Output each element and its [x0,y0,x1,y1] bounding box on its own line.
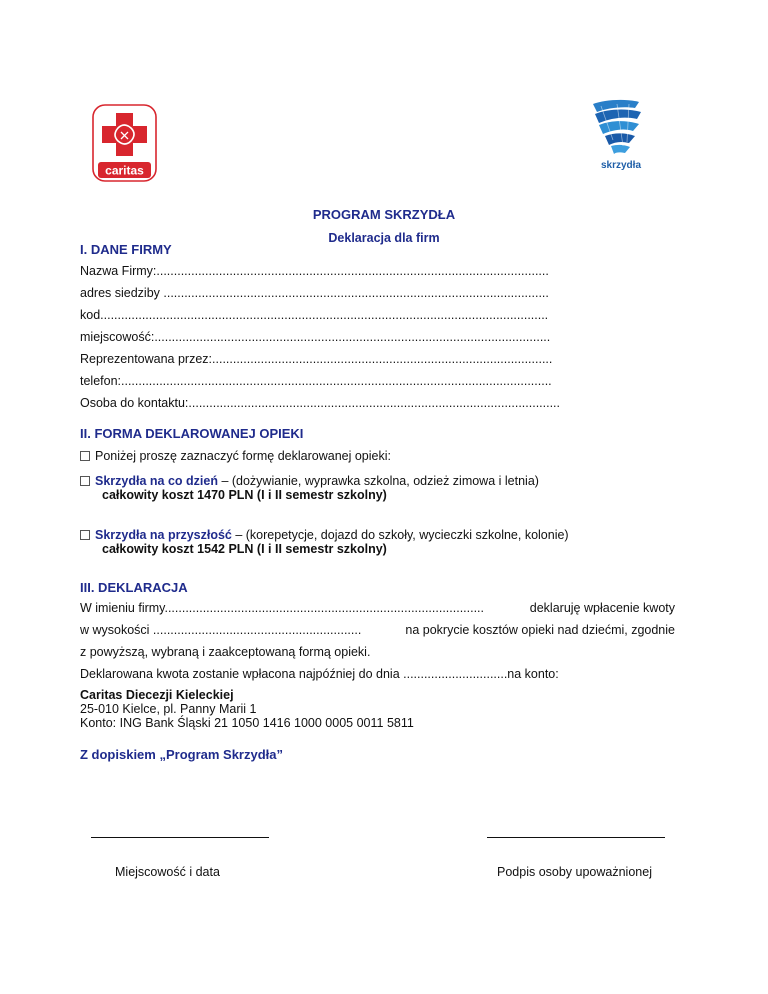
authorized-signature-label: Podpis osoby upoważnionej [497,865,652,879]
option-future-description: – (korepetycje, dojazd do szkoły, wycieczki szkolne, kolonie) [231,528,569,542]
caritas-logo-text: caritas [105,163,144,178]
account-number: Konto: ING Bank Śląski 21 1050 1416 1000 0005 0011 5811 [80,716,414,730]
declaration-line-4: Deklarowana kwota zostanie wpłacona najpóźniej do dnia ..............................na konto: [80,667,559,681]
declaration-line-1: W imieniu firmy............................................................................................ deklaruję wpłacenie kwoty [80,601,675,615]
declaration-line-3: z powyższą, wybraną i zaakceptowaną formą opieki. [80,645,371,659]
option-everyday-name: Skrzydła na co dzień [95,474,218,488]
field-city: miejscowość:.................................................................................................................. [80,330,551,344]
option-future[interactable] [80,528,569,542]
page-title: PROGRAM SKRZYDŁA [312,207,456,222]
care-form-instruction: Poniżej proszę zaznaczyć formę deklarowanej opieki: [80,449,391,463]
page-subtitle: Deklaracja dla firm [328,231,440,245]
instruction-checkbox-icon [80,451,90,461]
field-phone: telefon:............................................................................................................................ [80,374,552,388]
field-postal-code: kod................................................................................................................................. [80,308,549,322]
skrzydla-logo-text: skrzydła [600,160,642,171]
payment-note: Z dopiskiem „Program Skrzydła” [80,747,284,762]
option-future-name: Skrzydła na przyszłość [95,528,232,542]
option-everyday-cost: całkowity koszt 1470 PLN (I i II semestr szkolny) [102,488,387,502]
field-represented-by: Reprezentowana przez:.................................................................................................. [80,352,553,366]
option-future-cost: całkowity koszt 1542 PLN (I i II semestr szkolny) [102,542,387,556]
caritas-logo [92,104,157,182]
field-contact-person: Osoba do kontaktu:........................................................................................................... [80,396,561,410]
section-3-heading: III. DEKLARACJA [80,580,188,595]
declaration-line-2: w wysokości ............................................................ na pokrycie kosztów opieki nad dziećmi, zgodnie [80,623,675,637]
option-everyday-checkbox[interactable] [80,476,90,486]
declaration-company-field: W imieniu firmy............................................................................................ [80,601,484,615]
option-everyday[interactable] [80,474,539,488]
account-name: Caritas Diecezji Kieleckiej [80,688,234,702]
declaration-amount-field: w wysokości ............................................................ [80,623,362,637]
signature-line-left [91,837,269,838]
option-everyday-description: – (dożywianie, wyprawka szkolna, odzież zimowa i letnia) [217,474,539,488]
field-address: adres siedziby ............................................................................................................... [80,286,549,300]
section-2-heading: II. FORMA DEKLAROWANEJ OPIEKI [80,426,304,441]
field-company-name: Nazwa Firmy:................................................................................................................. [80,264,549,278]
account-address: 25-010 Kielce, pl. Panny Marii 1 [80,702,257,716]
signature-line-right [487,837,665,838]
section-1-heading: I. DANE FIRMY [80,242,172,257]
option-future-checkbox[interactable] [80,530,90,540]
skrzydla-logo [583,96,653,174]
place-date-label: Miejscowość i data [115,865,220,879]
